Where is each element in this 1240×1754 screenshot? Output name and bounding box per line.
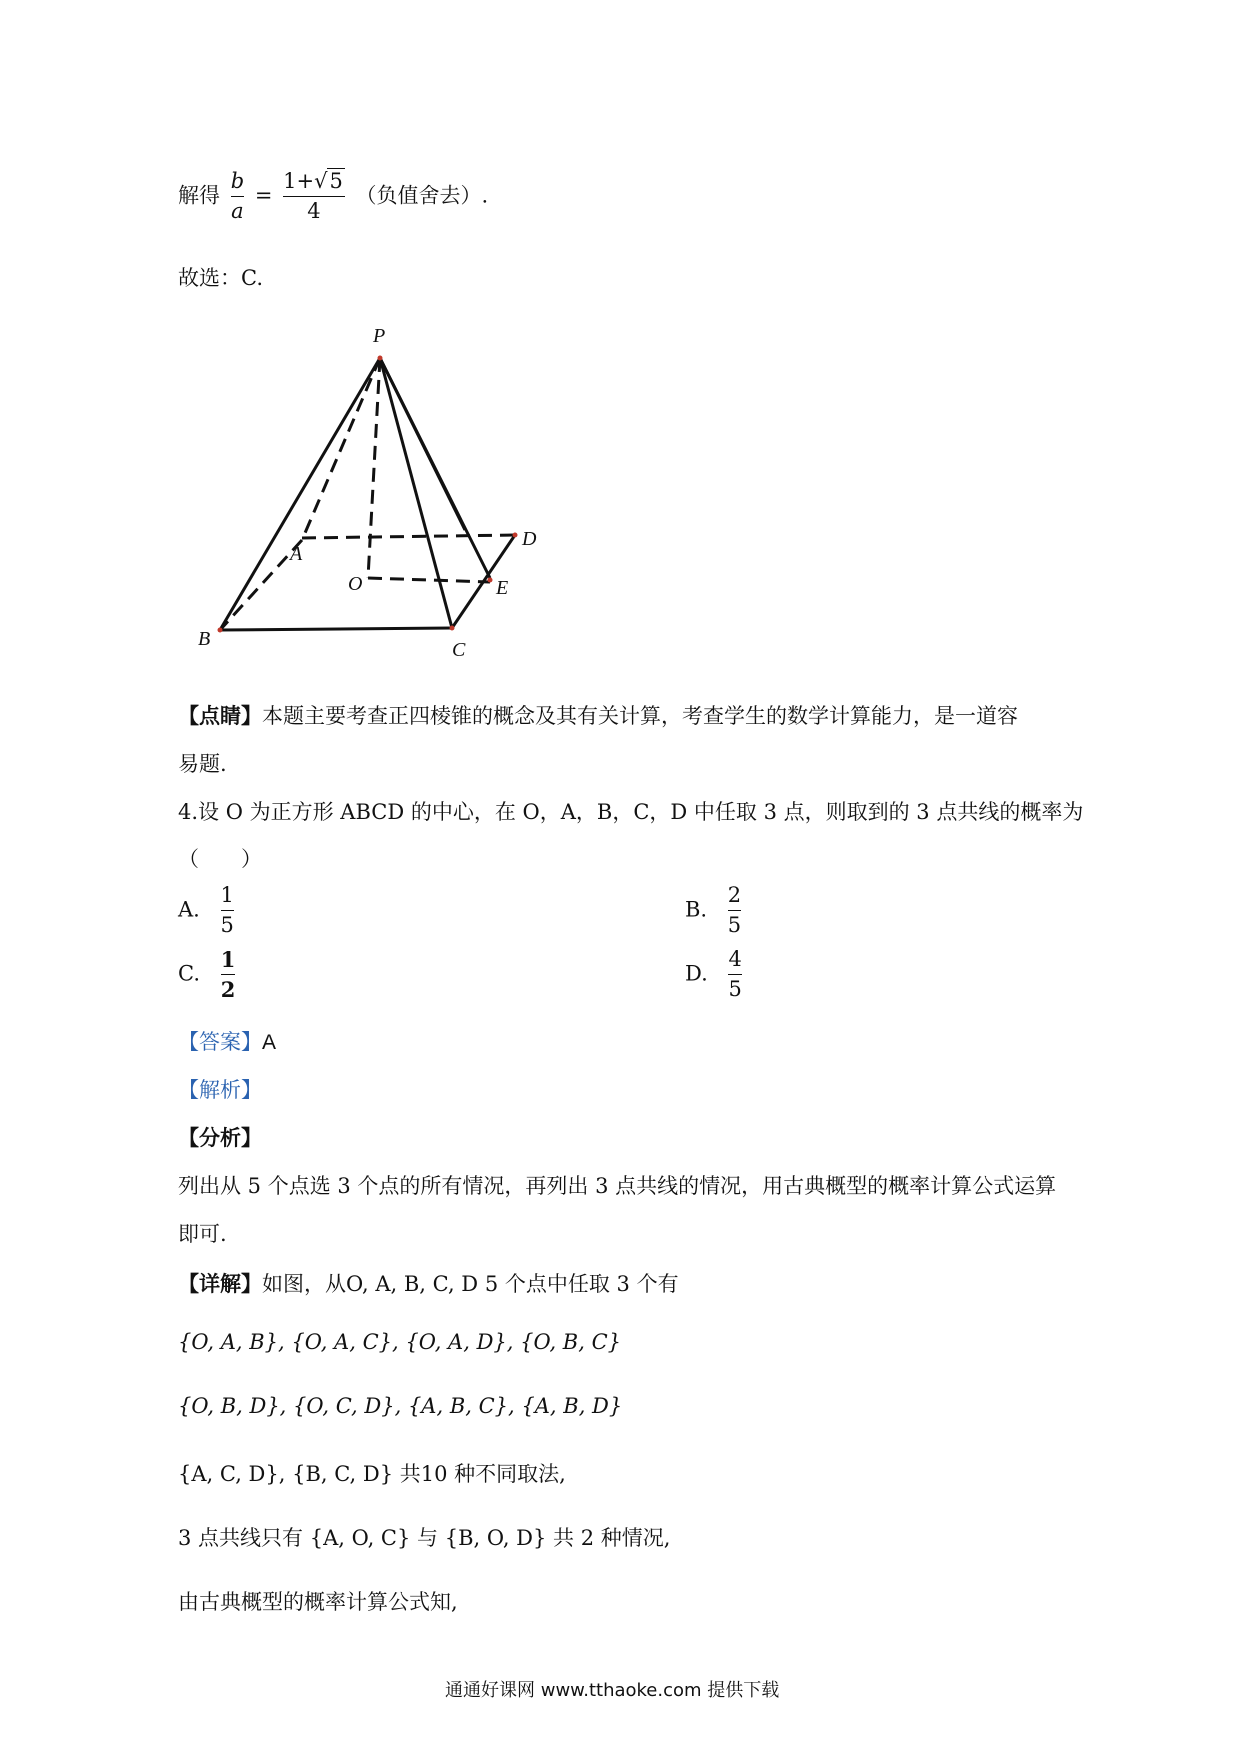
page-footer: 通通好课网 www.tthaoke.com 提供下载 <box>445 1680 780 1701</box>
fraction-b-over-a <box>231 168 244 226</box>
sqrt-icon: √5 <box>314 169 343 193</box>
analysis-tag: 【解析】 <box>178 1078 262 1102</box>
radicand: 5 <box>329 169 343 193</box>
option-letter: B. <box>685 897 708 922</box>
option-c <box>178 946 239 1004</box>
label-C: C <box>452 639 466 660</box>
fraction-denominator: 4 <box>307 199 321 224</box>
answer-line <box>178 1026 276 1056</box>
fenxi-tag: 【分析】 <box>178 1125 262 1150</box>
edge-OE-hidden <box>368 578 490 582</box>
option-letter: A. <box>178 897 200 922</box>
comment-tag: 【点睛】 <box>178 703 262 728</box>
question-4-paren: （ ） <box>178 847 262 871</box>
label-P: P <box>373 325 386 347</box>
detail-tag: 【详解】 <box>178 1271 262 1296</box>
answer-value: A <box>262 1031 277 1054</box>
option-letter: D. <box>685 961 708 986</box>
solution-suffix: （负值舍去）. <box>355 183 489 208</box>
sets-line-2: {O, B, D}, {O, C, D}, {A, B, C}, {A, B, D} <box>178 1394 623 1418</box>
collinear-line: 3 点共线只有 {A, O, C} 与 {B, O, D} 共 2 种情况, <box>178 1526 671 1550</box>
edge-PA-hidden <box>302 358 380 540</box>
fraction-golden <box>283 168 345 226</box>
edge-PE <box>380 358 490 578</box>
formula-line: 由古典概型的概率计算公式知, <box>178 1590 458 1614</box>
sets-line-3: {A, C, D}, {B, C, D} 共10 种不同取法, <box>178 1462 566 1486</box>
comment-line-1 <box>178 700 1018 730</box>
option-fraction: $\frac{1}{5}$ <box>220 883 234 938</box>
solution-prefix: 解得 <box>178 183 220 208</box>
numerator-part: 1+ <box>283 169 315 193</box>
question-4-stem: 4.设 O 为正方形 ABCD 的中心，在 O，A，B，C，D 中任取 3 点，则取到的 3 点共线的概率为 <box>178 800 1084 824</box>
pyramid-figure <box>190 320 560 660</box>
solution-result-line <box>178 168 488 226</box>
edge-PO-hidden <box>368 358 380 578</box>
edge-BC <box>220 628 452 630</box>
detail-line <box>178 1268 679 1298</box>
equals-sign: = <box>254 183 273 208</box>
sets-line-1: {O, A, B}, {O, A, C}, {O, A, D}, {O, B, C} <box>178 1330 622 1354</box>
option-d <box>685 946 746 1004</box>
fenxi-line-2: 即可. <box>178 1222 227 1246</box>
fraction-numerator: b <box>230 169 245 193</box>
comment-text-1: 本题主要考查正四棱锥的概念及其有关计算，考查学生的数学计算能力，是一道容 <box>262 704 1018 728</box>
fenxi-line-1: 列出从 5 个点选 3 个点的所有情况，再列出 3 点共线的情况，用古典概型的概率计算公式运算 <box>178 1174 1057 1198</box>
edge-AD-hidden <box>302 535 515 538</box>
detail-intro: 如图，从O, A, B, C, D 5 个点中任取 3 个有 <box>262 1272 679 1296</box>
answer-choice-line: 故选：C. <box>178 266 263 290</box>
label-B: B <box>198 628 211 650</box>
option-letter: C. <box>178 961 200 986</box>
edge-PC <box>380 358 452 628</box>
label-A: A <box>290 543 303 565</box>
label-O: O <box>348 573 363 595</box>
fraction-denominator: a <box>231 199 244 224</box>
option-b <box>685 882 745 940</box>
option-fraction: $\frac{2}{5}$ <box>727 883 742 938</box>
answer-tag: 【答案】 <box>178 1030 262 1054</box>
comment-line-2: 易题. <box>178 752 227 776</box>
label-D: D <box>522 528 537 550</box>
option-a <box>178 882 238 940</box>
option-fraction: $\frac{4}{5}$ <box>728 947 742 1002</box>
option-fraction: $\frac{1}{2}$ <box>220 947 236 1003</box>
label-E: E <box>496 577 509 599</box>
